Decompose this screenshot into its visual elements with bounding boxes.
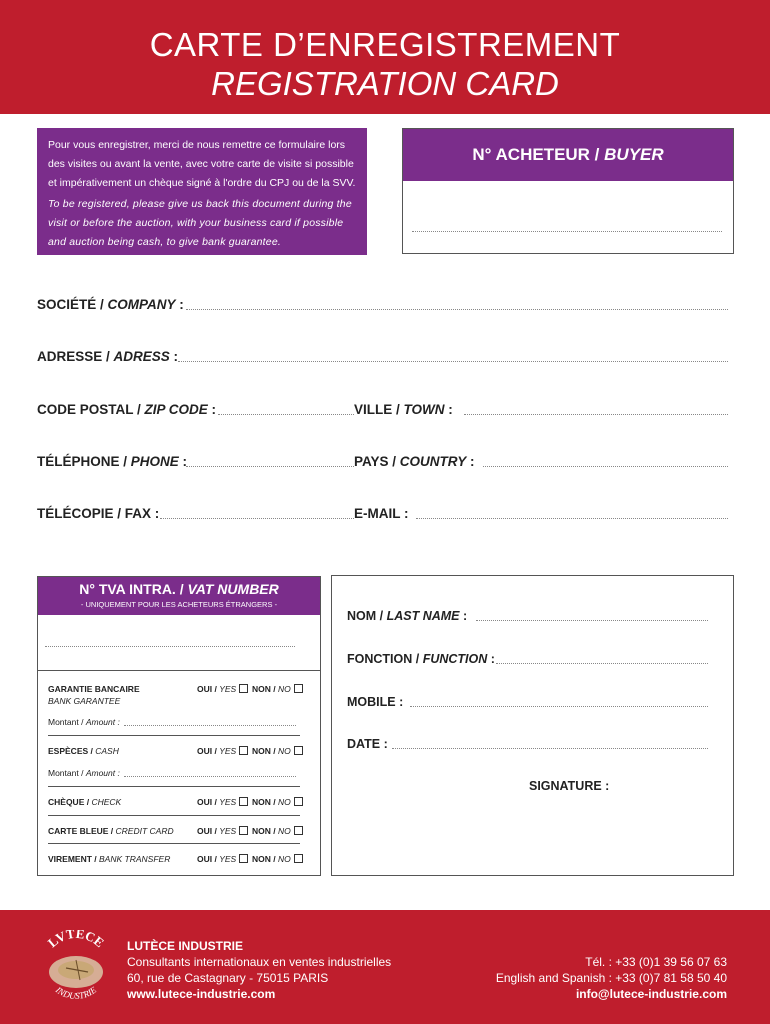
logo-emblem-icon <box>36 930 116 1010</box>
bank-amount-field[interactable] <box>124 725 296 726</box>
cash-yes-option[interactable]: OUI / YES <box>197 746 248 756</box>
bank-no-option[interactable]: NON / NO <box>252 684 303 694</box>
checkbox[interactable] <box>239 826 248 835</box>
divider <box>48 786 300 787</box>
checkbox[interactable] <box>294 797 303 806</box>
last-name-field[interactable] <box>476 620 708 621</box>
footer-tagline: Consultants internationaux en ventes industrielles <box>127 955 392 969</box>
logo-bottom-text: INDUSTRIE <box>53 984 99 1002</box>
divider <box>48 843 300 844</box>
header-banner <box>0 0 770 114</box>
bank-yes-option[interactable]: OUI / YES <box>197 684 248 694</box>
buyer-number-header <box>403 129 733 181</box>
bank-transfer-yes-option[interactable]: OUI / YES <box>197 854 248 864</box>
last-name-label: NOM / LAST NAME : <box>347 609 468 623</box>
checkbox[interactable] <box>294 684 303 693</box>
country-label: PAYS / COUNTRY : <box>354 454 475 469</box>
phone-label: TÉLÉPHONE / PHONE : <box>37 454 188 469</box>
vat-subtitle: - UNIQUEMENT POUR LES ACHETEURS ÉTRANGERS - <box>80 600 278 609</box>
address-field[interactable] <box>178 361 728 362</box>
date-label: DATE : <box>347 737 388 751</box>
footer-email-link[interactable]: info@lutece-industrie.com <box>575 987 727 1001</box>
buyer-label-en: BUYER <box>604 145 664 164</box>
email-field[interactable] <box>416 518 728 519</box>
cash-amount-field[interactable] <box>124 776 296 777</box>
checkbox[interactable] <box>294 854 303 863</box>
mobile-field[interactable] <box>410 706 708 707</box>
mobile-label: MOBILE : <box>347 695 404 709</box>
company-label: SOCIÉTÉ / COMPANY : <box>37 297 184 312</box>
zip-code-field[interactable] <box>218 414 354 415</box>
credit-card-yes-option[interactable]: OUI / YES <box>197 826 248 836</box>
town-field[interactable] <box>464 414 728 415</box>
fax-field[interactable] <box>160 518 354 519</box>
footer-phone-english-spanish: English and Spanish : +33 (0)7 81 58 50 40 <box>495 971 727 985</box>
function-field[interactable] <box>496 663 708 664</box>
vat-number-header <box>38 577 320 615</box>
bank-amount-label: Montant / Amount : <box>48 717 120 727</box>
checkbox[interactable] <box>294 826 303 835</box>
signature-label: SIGNATURE : <box>529 779 610 793</box>
title-en: REGISTRATION CARD <box>211 65 559 102</box>
bank-guarantee-label-en: BANK GARANTEE <box>48 696 121 706</box>
credit-card-no-option[interactable]: NON / NO <box>252 826 303 836</box>
address-label: ADRESSE / ADRESS : <box>37 349 179 364</box>
function-label: FONCTION / FUNCTION : <box>347 652 495 666</box>
bank-transfer-label: VIREMENT / BANK TRANSFER <box>48 854 171 864</box>
logo-top-text: LVTECE <box>44 930 108 951</box>
footer-website-link[interactable]: www.lutece-industrie.com <box>127 987 276 1001</box>
divider <box>37 670 321 671</box>
divider <box>48 815 300 816</box>
date-field[interactable] <box>392 748 708 749</box>
phone-field[interactable] <box>186 466 354 467</box>
lutece-logo <box>36 930 116 1010</box>
checkbox[interactable] <box>239 684 248 693</box>
cash-label: ESPÈCES / CASH <box>48 746 119 756</box>
credit-card-label: CARTE BLEUE / CREDIT CARD <box>48 826 174 836</box>
checkbox[interactable] <box>239 746 248 755</box>
fax-label: TÉLÉCOPIE / FAX : <box>37 506 160 521</box>
cash-no-option[interactable]: NON / NO <box>252 746 303 756</box>
footer-phone: Tél. : +33 (0)1 39 56 07 63 <box>585 955 727 969</box>
vat-title-en: VAT NUMBER <box>187 581 279 597</box>
cheque-yes-option[interactable]: OUI / YES <box>197 797 248 807</box>
intro-box <box>37 128 367 255</box>
footer-company-name: LUTÈCE INDUSTRIE <box>127 939 244 953</box>
divider <box>48 735 300 736</box>
bank-transfer-no-option[interactable]: NON / NO <box>252 854 303 864</box>
cheque-label: CHÈQUE / CHECK <box>48 797 122 807</box>
checkbox[interactable] <box>294 746 303 755</box>
checkbox[interactable] <box>239 797 248 806</box>
buyer-number-field[interactable] <box>412 231 722 232</box>
checkbox[interactable] <box>239 854 248 863</box>
vat-number-field[interactable] <box>45 646 295 647</box>
footer-address: 60, rue de Castagnary - 75015 PARIS <box>127 971 329 985</box>
zip-code-label: CODE POSTAL / ZIP CODE : <box>37 402 217 417</box>
cheque-no-option[interactable]: NON / NO <box>252 797 303 807</box>
intro-text-fr: Pour vous enregistrer, merci de nous remettre ce formulaire lors des visites ou avant la vente, avec votre carte de visite si possible et impérativement un chèque signé à l'ordre du CPJ ou de la SVV. <box>48 139 356 189</box>
title-fr: CARTE D’ENREGISTREMENT <box>149 26 621 63</box>
intro-text-en: To be registered, please give us back this document during the visit or before the auction, with your business card if possible and auction being cash, to give bank guarantee. <box>48 198 352 248</box>
cash-amount-label: Montant / Amount : <box>48 768 120 778</box>
town-label: VILLE / TOWN : <box>354 402 453 417</box>
country-field[interactable] <box>483 466 728 467</box>
email-label: E-MAIL : <box>354 506 409 521</box>
buyer-label: N° ACHETEUR / <box>472 145 605 164</box>
bank-guarantee-label: GARANTIE BANCAIRE <box>48 684 140 694</box>
company-field[interactable] <box>186 309 728 310</box>
vat-title: N° TVA INTRA. / <box>79 581 188 597</box>
